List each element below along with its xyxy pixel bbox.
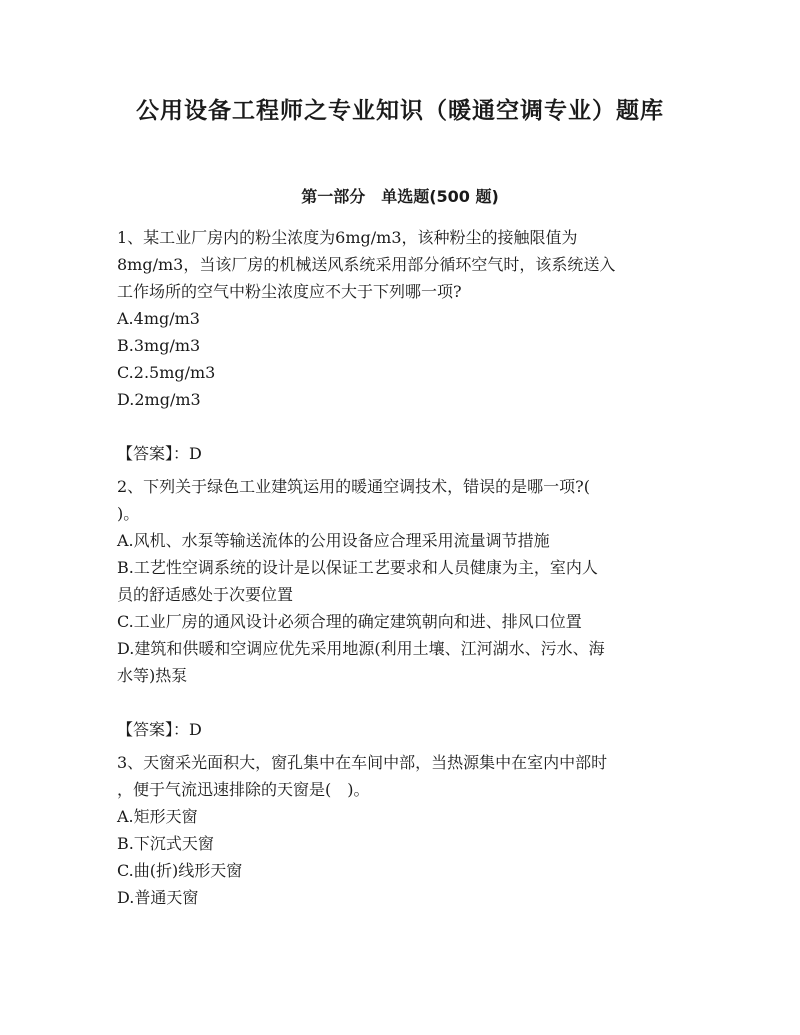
option-a: A.矩形天窗 — [117, 807, 198, 826]
option-a: A.风机、水泵等输送流体的公用设备应合理采用流量调节措施 — [117, 531, 550, 550]
option-a: A.4mg/m3 — [117, 309, 200, 328]
question-text: 3、天窗采光面积大，窗孔集中在车间中部，当热源集中在室内中部时 ，便于气流迅速排除的天窗是( )。 — [117, 753, 608, 799]
answer-line: 【答案】：D — [117, 720, 202, 739]
question-1 — [117, 224, 687, 467]
document-title: 公用设备工程师之专业知识（暖通空调专业）题库 — [136, 98, 664, 124]
option-d: D.普通天窗 — [117, 888, 199, 907]
question-2 — [117, 473, 687, 743]
question-3 — [117, 749, 687, 911]
section-title: 第一部分 单选题(500 题) — [301, 187, 499, 206]
option-b: B.工艺性空调系统的设计是以保证工艺要求和人员健康为主，室内人 员的舒适感处于次要位置 — [117, 558, 598, 604]
question-list — [117, 224, 687, 911]
option-c: C.2.5mg/m3 — [117, 363, 216, 382]
option-c: C.工业厂房的通风设计必须合理的确定建筑朝向和进、排风口位置 — [117, 612, 582, 631]
option-d: D.建筑和供暖和空调应优先采用地源(利用土壤、江河湖水、污水、海 水等)热泵 — [117, 639, 605, 685]
option-c: C.曲(折)线形天窗 — [117, 861, 243, 880]
question-text: 2、下列关于绿色工业建筑运用的暖通空调技术，错误的是哪一项?( )。 — [117, 477, 591, 523]
answer-line: 【答案】：D — [117, 444, 202, 463]
option-b: B.3mg/m3 — [117, 336, 201, 355]
option-b: B.下沉式天窗 — [117, 834, 214, 853]
question-text: 1、某工业厂房内的粉尘浓度为6mg/m3，该种粉尘的接触限值为 8mg/m3，当该厂房的机械送风系统采用部分循环空气时，该系统送入 工作场所的空气中粉尘浓度应不大于下列哪一项? — [117, 228, 616, 301]
option-d: D.2mg/m3 — [117, 390, 201, 409]
